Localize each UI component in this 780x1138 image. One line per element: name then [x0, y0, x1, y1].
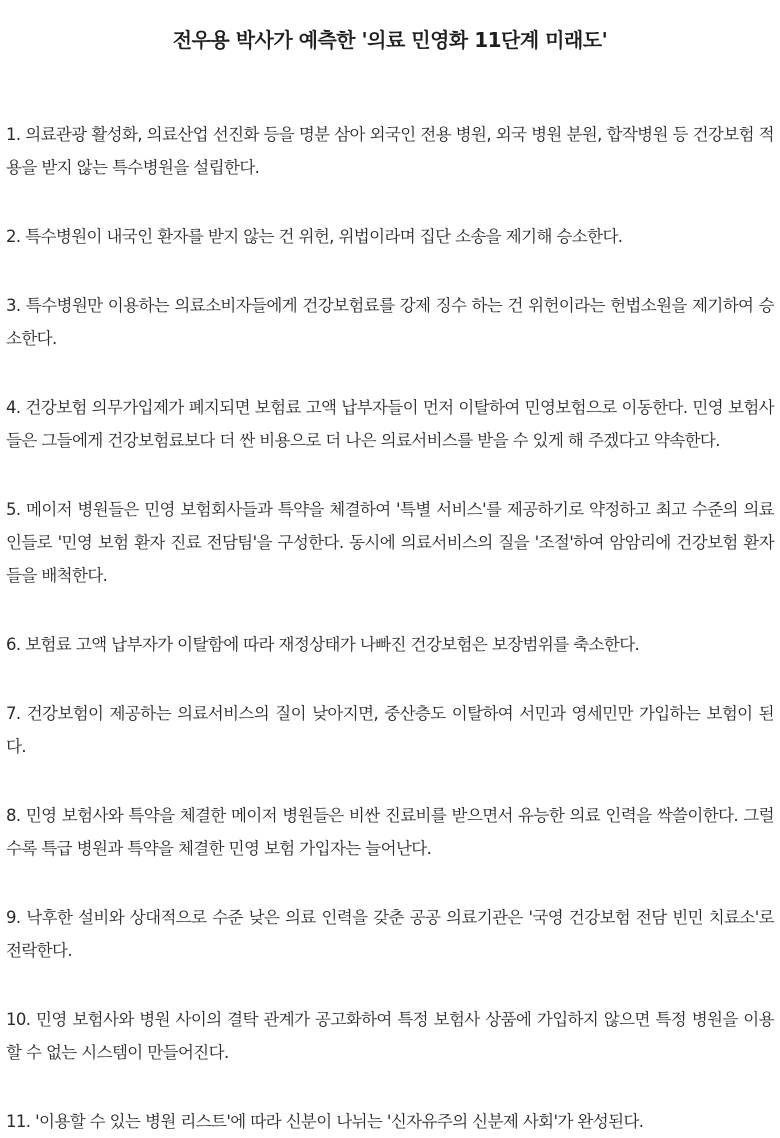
list-item-3: 3. 특수병원만 이용하는 의료소비자들에게 건강보험료를 강제 징수 하는 건 위헌이라는 헌법소원을 제기하여 승소한다. [6, 296, 774, 348]
list-item-9: 9. 낙후한 설비와 상대적으로 수준 낮은 의료 인력을 갖춘 공공 의료기관은 '국영 건강보험 전담 빈민 치료소'로 전락한다. [6, 908, 774, 960]
list-item-6: 6. 보험료 고액 납부자가 이탈함에 따라 재정상태가 나빠진 건강보험은 보장범위를 축소한다. [6, 635, 640, 654]
list-item-5: 5. 메이저 병원들은 민영 보험회사들과 특약을 체결하여 '특별 서비스'를 제공하기로 약정하고 최고 수준의 의료인들로 '민영 보험 환자 진료 전담팀'을 구성한다. 동시에 의료서비스의 질을 '조절'하여 암암리에 건강보험 환자들을 배척한다. [6, 500, 774, 585]
page-title: 전우용 박사가 예측한 '의료 민영화 11단계 미래도' [172, 28, 608, 52]
list-item-11: 11. '이용할 수 있는 병원 리스트'에 따라 신분이 나뉘는 '신자유주의 신분제 사회'가 완성된다. [6, 1112, 644, 1131]
item-list [6, 118, 774, 1138]
list-item-7: 7. 건강보험이 제공하는 의료서비스의 질이 낮아지면, 중산층도 이탈하여 서민과 영세민만 가입하는 보험이 된다. [6, 704, 774, 756]
list-item-1: 1. 의료관광 활성화, 의료산업 선진화 등을 명분 삼아 외국인 전용 병원, 외국 병원 분원, 합작병원 등 건강보험 적용을 받지 않는 특수병원을 설립한다. [6, 125, 774, 177]
list-item-2: 2. 특수병원이 내국인 환자를 받지 않는 건 위헌, 위법이라며 집단 소송을 제기해 승소한다. [6, 227, 623, 246]
list-item-4: 4. 건강보험 의무가입제가 폐지되면 보험료 고액 납부자들이 먼저 이탈하여 민영보험으로 이동한다. 민영 보험사들은 그들에게 건강보험료보다 더 싼 비용으로 더 나은 의료서비스를 받을 수 있게 해 주겠다고 약속한다. [6, 398, 774, 450]
list-item-8: 8. 민영 보험사와 특약을 체결한 메이저 병원들은 비싼 진료비를 받으면서 유능한 의료 인력을 싹쓸이한다. 그럴수록 특급 병원과 특약을 체결한 민영 보험 가입자는 늘어난다. [6, 806, 774, 858]
list-item-10: 10. 민영 보험사와 병원 사이의 결탁 관계가 공고화하여 특정 보험사 상품에 가입하지 않으면 특정 병원을 이용할 수 없는 시스템이 만들어진다. [6, 1010, 774, 1062]
